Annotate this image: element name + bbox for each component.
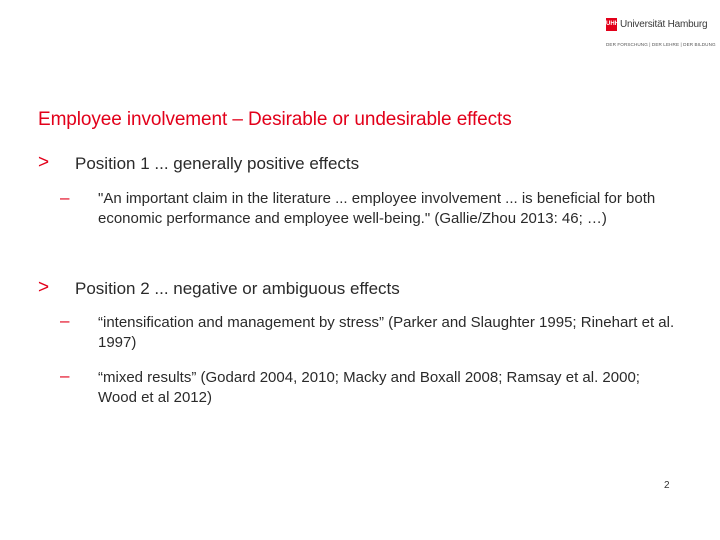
sub-point-2-2: “mixed results” (Godard 2004, 2010; Macky and Boxall 2008; Ramsay et al. 2000; Wood et al 2012) [98, 369, 640, 406]
sub-point-2-1: “intensification and management by stress” (Parker and Slaughter 1995; Rinehart et al. 1997) [98, 314, 675, 351]
bullet-point-2: Position 2 ... negative or ambiguous effects [75, 279, 400, 298]
logo-tagline: DER FORSCHUNG | DER LEHRE | DER BILDUNG [606, 42, 716, 47]
page-number: 2 [664, 480, 670, 491]
university-logo [604, 16, 716, 52]
bullet-point-1: Position 1 ... generally positive effects [75, 154, 360, 173]
bullet-arrow-icon: > [38, 277, 50, 298]
sub-bullet-dash-icon: – [60, 188, 70, 207]
sub-bullet-dash-icon: – [60, 366, 70, 385]
bullet-arrow-icon: > [38, 152, 50, 173]
sub-point-1-1: "An important claim in the literature ... employee involvement ... is beneficial for both economic performance and employee well-being." (Gallie/Zhou 2013: 46; …) [98, 190, 656, 227]
sub-bullet-dash-icon: – [60, 311, 70, 330]
slide-title: Employee involvement – Desirable or undesirable effects [38, 109, 512, 130]
logo-badge: UHH [606, 18, 617, 31]
logo-name: Universität Hamburg [620, 19, 708, 30]
